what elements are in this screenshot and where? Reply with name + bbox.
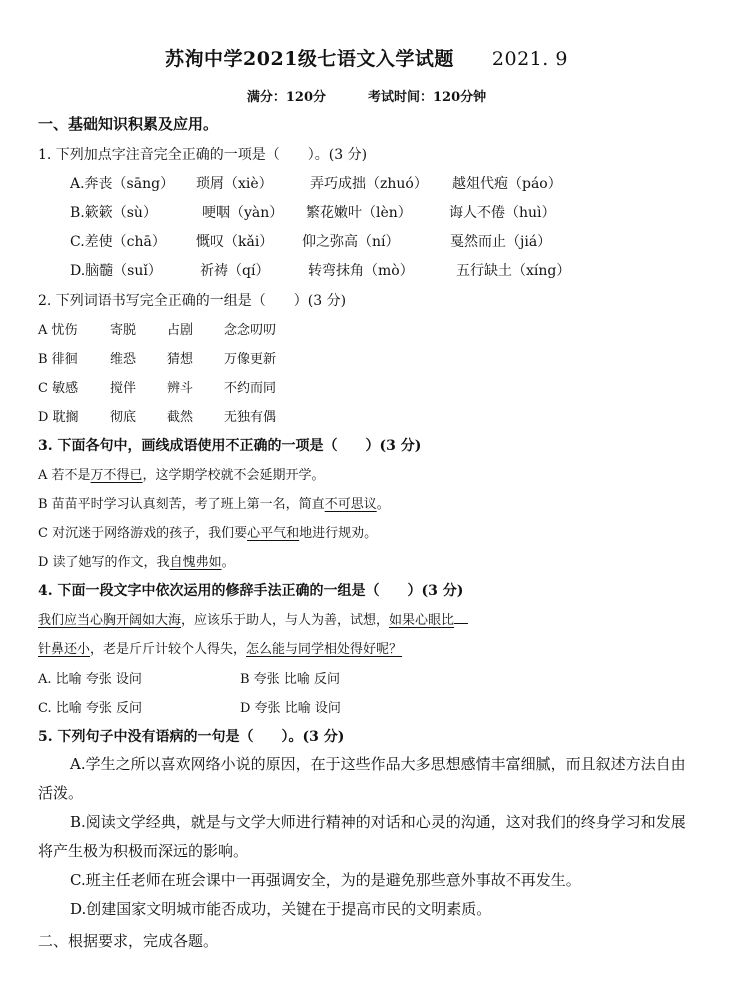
q2-a-3: 占剧 [167,323,194,338]
q3-option-d [38,551,235,570]
q2-a-1: A 忧伤 [38,323,78,338]
q3-d-underlined: 自愧弗如 [169,555,222,570]
q1-c-2: 慨叹（kǎi） [196,234,274,250]
exam-meta [0,86,733,105]
q4-passage-line-2 [38,638,402,657]
q2-b-4: 万像更新 [224,352,277,367]
q2-c-2: 搅伴 [110,381,137,396]
q1-a-2: 琐屑（xiè） [196,176,273,192]
q1-b-1: B.簌簌（sù） [70,205,157,221]
q4-underline-1: 我们应当心胸开阔如大海 [38,613,182,628]
q1-c-1: C.差使（chā） [70,234,166,250]
q4-stem: 4. 下面一段文字中依次运用的修辞手法正确的一组是（ ）(3 分) [38,583,464,599]
q1-a-4: 越俎代疱（páo） [452,176,562,192]
q3-c-pre: C 对沉迷于网络游戏的孩子，我们要 [38,526,248,541]
q5-stem: 5. 下列句子中没有语病的一句是（ ）。(3 分) [38,729,345,745]
q2-d-3: 截然 [167,410,194,425]
section-1-heading: 一、基础知识积累及应用。 [38,115,219,133]
q5-option-d: D.创建国家文明城市能否成功，关键在于提高市民的文明素质。 [70,900,492,918]
q3-option-c [38,522,377,541]
q1-d-4: 五行缺土（xíng） [456,263,571,279]
total-score: 满分：120分 [246,90,326,105]
q1-b-4: 诲人不倦（huì） [449,205,556,221]
q3-option-b [38,493,390,512]
q3-d-pre: D 读了她写的作文，我 [38,555,170,570]
q2-d-4: 无独有偶 [224,410,277,425]
exam-title-text: 苏洵中学2021级七语文入学试题 [165,48,454,70]
q1-c-4: 戛然而止（jiá） [450,234,552,250]
q4-option-b: B 夸张 比喻 反问 [240,672,340,687]
q4-option-d: D 夸张 比喻 设问 [240,701,341,716]
exam-time: 考试时间：120分钟 [368,90,487,105]
q4-underline-2a: 如果心眼比 [389,613,455,628]
q2-b-3: 猜想 [167,352,194,367]
q4-underline-3: 怎么能与同学相处得好呢？ [246,642,403,657]
q4-option-c: C. 比喻 夸张 反问 [38,701,143,716]
q2-b-1: B 徘徊 [38,352,78,367]
q1-c-3: 仰之弥高（ní） [302,234,400,250]
q1-b-3: 繁花嫩叶（lèn） [306,205,412,221]
q3-stem: 3. 下面各句中，画线成语使用不正确的一项是（ ）(3 分) [38,438,422,454]
q4-line2-mid: ，老是斤斤计较个人得失， [90,642,247,657]
q4-option-a: A. 比喻 夸张 设问 [38,672,142,687]
q2-a-2: 寄脱 [110,323,137,338]
q4-line1-mid: ，应该乐于助人，与人为善，试想， [181,613,390,628]
q3-a-pre: A 若不是 [38,468,91,483]
q1-d-3: 转弯抹角（mò） [308,263,414,279]
q3-c-underlined: 心平气和 [247,526,300,541]
q1-a-3: 弄巧成拙（zhuó） [310,176,428,192]
q1-d-2: 祈祷（qí） [200,263,270,279]
section-2-heading: 二、根据要求，完成各题。 [38,932,219,950]
q5-option-c: C.班主任老师在班会课中一再强调安全，为的是避免那些意外事故不再发生。 [70,871,581,889]
q2-stem: 2. 下列词语书写完全正确的一组是（ ）(3 分) [38,293,347,309]
q2-c-3: 辨斗 [167,381,194,396]
q3-c-post: 地进行规劝。 [299,526,378,541]
q1-stem: 1. 下列加点字注音完全正确的一项是（ ）。(3 分) [38,147,368,163]
q3-b-post: 。 [376,497,390,512]
q1-d-1: D.脑髓（suǐ） [70,263,162,279]
q5-option-a: A.学生之所以喜欢网络小说的原因，在于这些作品大多思想感情丰富细腻，而且叙述方法自由活泼。 [38,755,686,802]
q3-a-post: ，这学期学校就不会延期开学。 [142,468,325,483]
q3-option-a [38,464,325,483]
q2-d-2: 彻底 [110,410,137,425]
q3-d-post: 。 [221,555,235,570]
q5-option-b: B.阅读文学经典，就是与文学大师进行精神的对话和心灵的沟通，这对我们的终身学习和发展将产生极为积极而深远的影响。 [38,813,686,860]
q2-c-4: 不约而同 [224,381,277,396]
q4-underline-2b: 针鼻还小 [38,642,91,657]
exam-title [0,44,733,71]
q2-d-1: D 耽搁 [38,410,79,425]
q3-b-underlined: 不可思议 [324,497,377,512]
q1-b-2: 哽咽（yàn） [202,205,284,221]
q2-a-4: 念念叨叨 [224,323,277,338]
q2-b-2: 维恐 [110,352,137,367]
exam-date: 2021. 9 [491,48,568,70]
q3-b-pre: B 苗苗平时学习认真刻苦，考了班上第一名，简直 [38,497,325,512]
q3-a-underlined: 万不得已 [90,468,143,483]
q2-c-1: C 敏感 [38,381,79,396]
q4-passage-line-1 [38,609,468,628]
q1-a-1: A.奔丧（sāng） [70,176,175,192]
